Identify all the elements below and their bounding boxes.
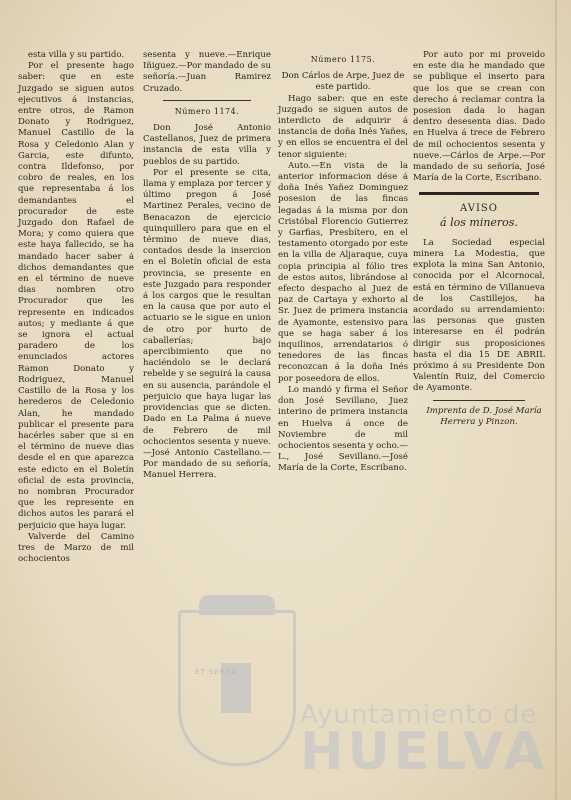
archive-watermark — [150, 600, 560, 800]
paragraph: Valverde del Camino tres de Marzo de mil ochocientos — [18, 531, 134, 565]
paragraph: Por auto por mi proveido en este dia he mandado que se publique el inserto para que los que se crean con derecho á reclamar contra la posesion dada lo hagan dentro desesenta dias. Dado en Huelva á trece de Febrero de mil ochocientos sesenta y nueve.—Cárlos de Arpe.—Por mandado de su señoría, José María de la Corte, Escribano. — [413, 50, 545, 184]
paragraph: Hago saber: que en este Juzgado se siguen autos de interdicto de adquirir á instancia de doña Inés Yañes, y en ellos se encuentra el del tenor siguiente: — [278, 93, 408, 160]
paragraph: La Sociedad especial minera La Modestia, que explota la mina San Antonio, conocida por el Alcornocal, está en término de Villanueva de los Castillejos, ha acordado su arrendamiento: las personas que gusten interesarse en él podrán dirigir sus proposiciones hasta el dia 15 DE ABRIL próximo á su Presidente Don Valentín Ruiz, del Comercio de Ayamonte. — [413, 237, 545, 394]
column-4 — [413, 50, 545, 428]
paragraph: Auto.—En vista de la anterior informacion dése á doña Inés Yañez Dominguez posesion de las fincas legadas á la misma por don Cristóbal Florencio Gutierrez y Garfias, Presbítero, en el testamento otorgado por este en la villa de Aljaraque, cuya copia principia al fólio tres de estos autos, librándose al efecto despacho al Juez de paz de Cartaya y exhorto al Sr. Juez de primera instancia de Ayamonte, estensivo para que se haga saber á los inquilinos, arrendatarios ó tenedores de las fincas reconozcan á la doña Inés por poseedora de ellos. — [278, 160, 408, 384]
notice-subheading: á los mineros. — [440, 215, 518, 229]
paragraph: Por el presente hago saber: que en este Juzgado se siguen autos ejecutivos á instancias, entre otros, de Ramon Donato y Rodriguez, Manuel Castillo de la Rosa y Celedonio Alan y Garcia, este difunto, contra Ildefonso, por cobro de reales, en los que representaba á los demandantes el procurador de este Juzgado don Rafael de Mora; y como quiera que este haya fallecido, se ha mandado hacer saber á dichos demandantes que en el término de nueve dias nombren otro Procurador que les represente en indicados autos; y mediante á que se ignora el actual paradero de los enunciados actores Ramon Donato y Rodriguez, Manuel Castillo de la Rosa y los herederos de Celedonio Alan, he mandado publicar el presente para hacérles saber que si en el término de nueve dias desde el en que aparezca este edicto en el Boletín oficial de esta provincia, no nombran Procurador que les represente en dichos autos les parará el perjuicio que haya lugar. — [18, 61, 134, 531]
column-2 — [143, 50, 271, 482]
notice-heading: AVISO — [460, 203, 498, 215]
watermark-ayuntamiento: Ayuntamiento de — [300, 700, 538, 730]
section-divider — [433, 400, 525, 401]
paragraph: esta villa y su partido. — [27, 50, 125, 60]
watermark-huelva: HUELVA — [300, 722, 549, 782]
section-divider — [419, 192, 539, 195]
paragraph: sesenta y nueve.—Enrique Iñiguez.—Por mandado de su señoría.—Juan Ramirez Cruzado. — [143, 50, 271, 94]
paragraph: Lo mandó y firma el Señor don José Sevillano, Juez interino de primera instancia en Huelva á once de Noviembre de mil ochocientos sesenta y ocho.—L., José Sevillano.—José María de la Corte, Escribano. — [278, 384, 408, 474]
paragraph: Por el presente se cita, llama y emplaza por tercer y último pregon á José Martinez Perales, vecino de Benacazon de ejercicio quinquillero para que en el término de nueve dias, contados desde la insercion en el Boletín oficial de esta provincia, se presente en este Juzgado para responder á los cargos que le resultan en la causa que por auto el actuario se le sigue en union de otro por hurto de caballerías; bajo apercibimiento que no haciéndolo se le declará rebelde y se seguirá la causa en su ausencia, parándole el perjuicio que haya lugar las providencias que se dicten. Dado en La Palma á nueve de Febrero de mil ochocientos sesenta y nueve.—José Antonio Castellano.—Por mandado de su señoría, Manuel Herrera. — [143, 167, 271, 481]
section-divider — [163, 100, 251, 101]
column-3 — [278, 50, 408, 475]
printer-imprint: Imprenta de D. José María Herrera y Pinzon. — [426, 405, 542, 427]
crown-icon — [199, 595, 275, 615]
column-1 — [18, 50, 134, 565]
paragraph: Don Cárlos de Arpe, Juez de este partido. — [281, 71, 405, 93]
paragraph: Don José Antonio Castellanos, Juez de primera instancia de esta villa y pueblos de su partido. — [143, 123, 271, 167]
seal-caption: ET SERRA — [195, 668, 238, 676]
coat-of-arms-icon — [178, 610, 296, 766]
notice-number: Número 1175. — [310, 55, 376, 64]
notice-number: Número 1174. — [174, 106, 240, 116]
